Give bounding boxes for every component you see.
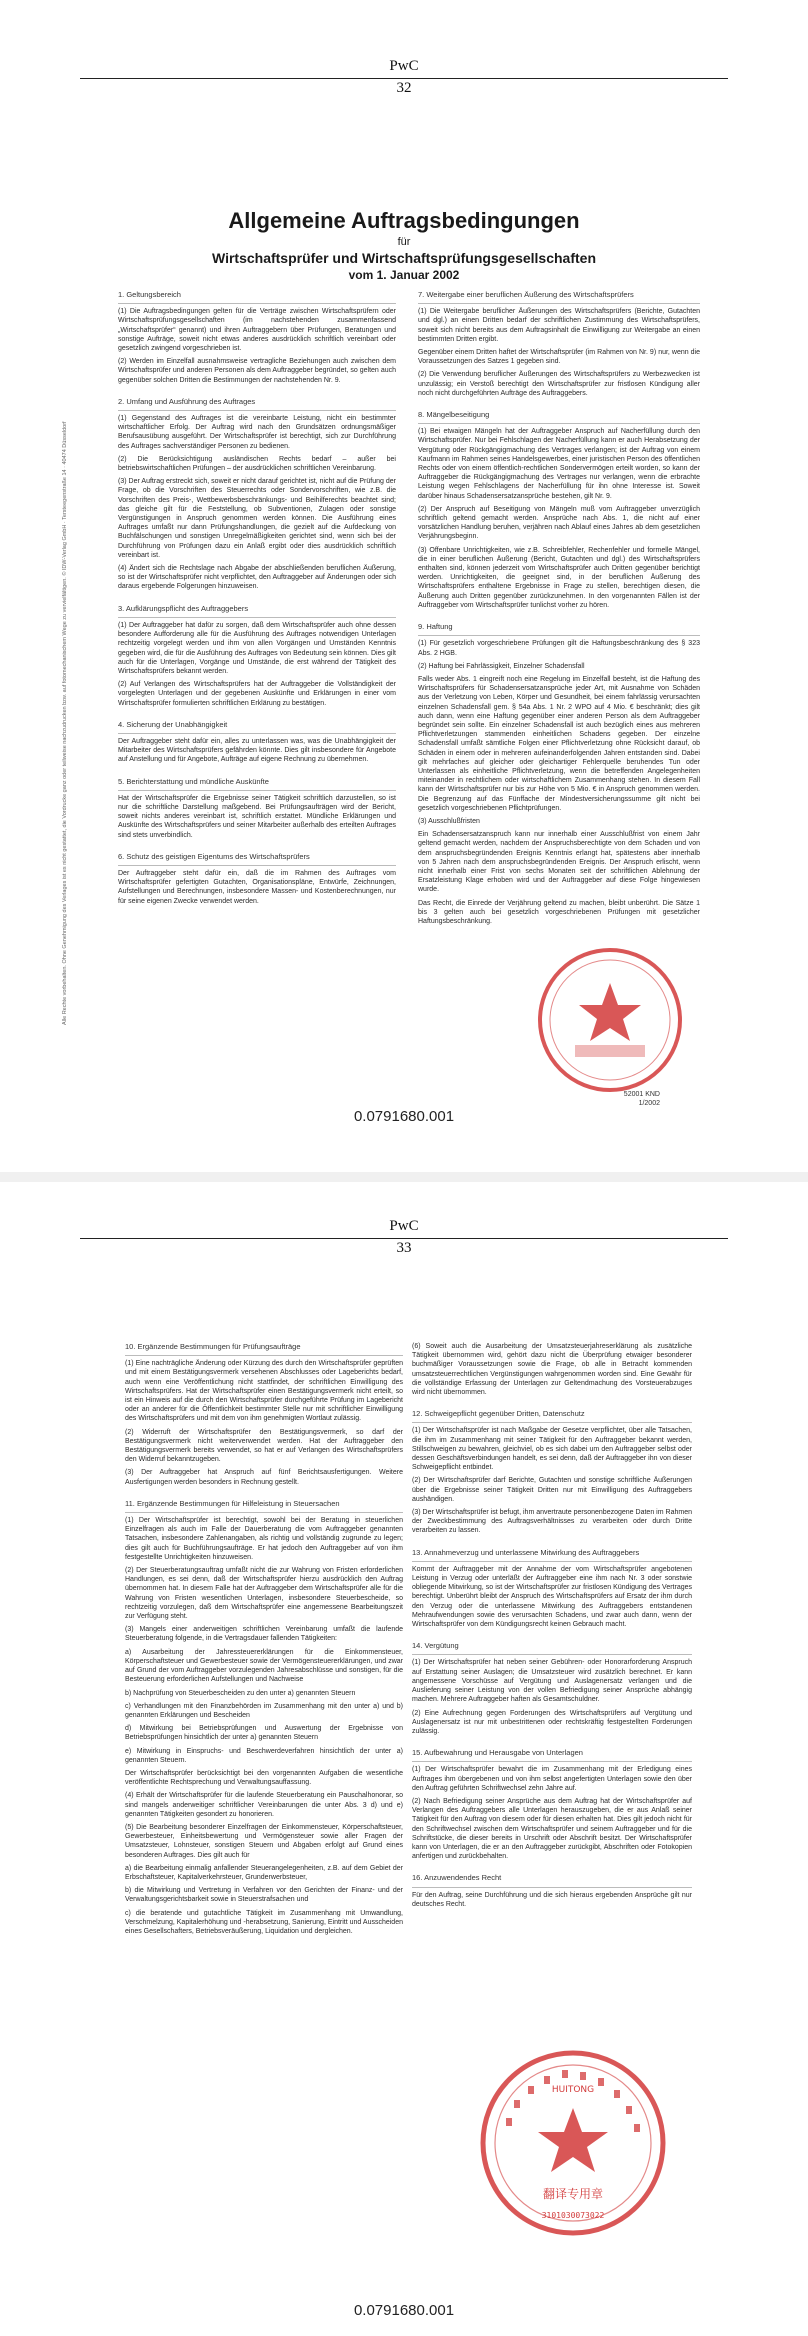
clause-heading: 7. Weitergabe einer beruflichen Äußerung des Wirtschaftsprüfers [418,290,634,299]
brand-header: PwC [389,1218,419,1234]
clause-paragraph: Das Recht, die Einrede der Verjährung geltend zu machen, bleibt unberührt. Die Sätze 1 bis 3 gelten auch bei gesetzlich vorgeschriebenen Prüfungen mit gesetzlicher Haftungsbeschränkung. [418,899,700,925]
clause-heading: 11. Ergänzende Bestimmungen für Hilfeleistung in Steuersachen [125,1498,340,1508]
clause-section [118,397,396,592]
clause-paragraph: (2) Nach Befriedigung seiner Ansprüche aus dem Auftrag hat der Wirtschaftsprüfer auf Verlangen des Auftraggebers alle Unterlagen herauszugeben, die er aus Anlaß seiner Tätigkeit für den Auftrag von diesem oder für diesen erhalten hat. Dies gilt jedoch nicht für den Schriftwechsel zwischen dem Wirtschaftsprüfer und seinem Auftraggeber und für die Schriftstücke, die dieser bereits in Urschrift oder Abschrift besitzt. Der Wirtschaftsprüfer kann von Unterlagen, die er an den Auftraggeber zurückgibt, Abschriften oder Fotokopien anfertigen und zurückbehalten. [412,1797,692,1861]
clause-paragraph: (1) Eine nachträgliche Änderung oder Kürzung des durch den Wirtschaftsprüfer geprüften und mit einem Bestätigungsvermerk versehenen Abschlusses oder Lageberichts bedarf, auch wenn eine Veröffentlichung nicht stattfindet, der schriftlichen Einwilligung des Wirtschaftsprüfers. Hat der Wirtschaftsprüfer einen Bestätigungsvermerk nicht erteilt, so ist ein Hinweis auf die durch den Wirtschaftsprüfer durchgeführte Prüfung im Lagebericht oder an anderer für die Öffentlichkeit bestimmter Stelle nur mit schriftlicher Einwilligung des Wirtschaftsprüfers und mit dem von ihm genehmigten Wortlaut zulässig. [125,1360,403,1423]
clause-paragraph: (1) Der Wirtschaftsprüfer ist berechtigt, sowohl bei der Beratung in steuerlichen Einzelfragen als auch im Falle der Dauerberatung die vom Auftraggeber genannten Tatsachen, insbesondere Zahlenangaben, als richtig und vollständig zugrunde zu legen; dies gilt auch für Buchführungsaufträge. Er hat jedoch den Auftraggeber auf von ihm festgestellte Unrichtigkeiten hinzuweisen. [125,1517,403,1561]
clause-heading: 4. Sicherung der Unabhängigkeit [118,719,228,729]
brand-header: PwC [389,58,419,74]
form-number: 52001 KND [623,1091,660,1098]
clause-section [412,1409,692,1535]
clause-paragraph: Für den Auftrag, seine Durchführung und die sich hieraus ergebenden Ansprüche gilt nur deutsches Recht. [412,1891,692,1908]
left-column [125,1342,403,1948]
header-rule [80,1238,728,1239]
clause-paragraph: b) die Mitwirkung und Vertretung in Verfahren vor den Gerichten der Finanz- und der Verwaltungsgerichtsbarkeit sowie in Steuerstrafsachen und [125,1887,403,1904]
heading-underline [118,410,396,411]
clause-paragraph: (3) Mangels einer anderweitigen schriftlichen Vereinbarung umfaßt die laufende Steuerberatung folgende, in die Vertragsdauer fallenden Tätigkeiten: [125,1626,403,1643]
document-subtitle-for: für [397,236,411,248]
heading-underline [412,1561,692,1562]
clause-section [118,777,396,840]
document-title: Allgemeine Auftragsbedingungen [228,208,580,233]
clause-section [118,852,396,906]
document-footer-id: 0.0791680.001 [353,1108,455,1125]
translation-seal-stamp [535,945,685,1095]
clause-heading: 10. Ergänzende Bestimmungen für Prüfungsaufträge [125,1342,301,1351]
heading-underline [125,1512,403,1513]
heading-underline [412,1887,692,1888]
clause-section [118,720,396,765]
clause-paragraph: (5) Die Bearbeitung besonderer Einzelfragen der Einkommensteuer, Körperschaftsteuer, Gewerbesteuer, Einheitsbewertung und Vermögensteuer sowie aller Fragen der Umsatzsteuer, Lohnsteuer, sonstigen Steuern und Abgaben erfolgt auf Grund eines besonderen Auftrages. Dies gilt auch für [125,1823,403,1859]
clause-section [412,1641,692,1736]
clause-paragraph: Kommt der Auftraggeber mit der Annahme der vom Wirtschaftsprüfer angebotenen Leistung in Verzug oder unterläßt der Auftraggeber eine ihm nach Nr. 3 oder sonstwie obliegende Mitwirkung, so ist der Wirtschaftsprüfer zur fristlosen Kündigung des Vertrages berechtigt. Unberührt bleibt der Anspruch des Wirtschaftsprüfers auf Ersatz der ihm durch den Verzug oder die unterlassene Mitwirkung des Auftraggebers entstandenen Mehraufwendungen sowie des verursachten Schadens, und zwar auch dann, wenn der Wirtschaftsprüfer von dem Kündigungsrecht keinen Gebrauch macht. [412,1565,692,1629]
clause-heading: 13. Annahmeverzug und unterlassene Mitwirkung des Auftraggebers [412,1547,640,1557]
clause-heading: 8. Mängelbeseitigung [418,410,490,420]
clause-paragraph: Falls weder Abs. 1 eingreift noch eine Regelung im Einzelfall besteht, ist die Haftung des Wirtschaftsprüfers für Schadensersatzansprüche jeder Art, mit Ausnahme von Schäden aus der Verletzung von Leben, Körper und Gesundheit, bei einem fahrlässig verursachten einzelnen Schadensfall gem. § 54a Abs. 1 Nr. 2 WPO auf 4 Mio. € beschränkt; dies gilt auch dann, wenn eine Haftung gegenüber einer anderen Person als dem Auftraggeber begründet sein sollte. Ein einzelner Schadensfall ist auch bezüglich eines aus mehreren Pflichtverletzungen stammenden einheitlichen Schadens gegeben. Der einzelne Schadensfall umfaßt sämtliche Folgen einer Pflichtverletzung ohne Rücksicht darauf, ob Schäden in einem oder in mehreren aufeinanderfolgenden Jahren entstanden sind. Dabei gilt mehrfaches auf gleicher oder gleichartiger Fehlerquelle beruhendes Tun oder Unterlassen als einheitliche Pflichtverletzung, wenn die betreffenden Angelegenheiten miteinander in rechtlichem oder wirtschaftlichem Zusammenhang stehen. In diesem Fall kann der Wirtschaftsprüfer nur bis zur Höhe von 5 Mio. € in Anspruch genommen werden. Die Begrenzung auf das Fünffache der Mindestversicherungssumme gilt nicht bei gesetzlich vorgeschriebenen Pflichtprüfungen. [418,675,700,812]
heading-underline [118,790,396,791]
document-date: vom 1. Januar 2002 [348,268,460,282]
clause-paragraph: Ein Schadensersatzanspruch kann nur innerhalb einer Ausschlußfrist von einem Jahr geltend gemacht werden, nachdem der Anspruchsberechtigte von dem Schaden und von dem anspruchsbegründenden Ereignis Kenntnis erlangt hat, spätestens aber innerhalb von 5 Jahren nach dem anspruchsbegründenden Ereignis. Der Anspruch erlischt, wenn nicht innerhalb einer Frist von sechs Monaten seit der schriftlichen Ablehnung der Ersatzleistung Klage erhoben wird und der Auftraggeber auf diese Folge hingewiesen wurde. [418,831,700,894]
clause-section [125,1499,403,1936]
clause-paragraph: a) Ausarbeitung der Jahressteuererklärungen für die Einkommensteuer, Körperschaftsteuer und Gewerbesteuer sowie der Vermögensteuererklärungen, und zwar auf Grund der vom Auftraggeber vorzulegenden Jahresabschlüsse und sonstigen, für die Besteuerung erforderlichen Aufstellungen und Nachweise [125,1648,403,1684]
clause-paragraph: (1) Die Auftragsbedingungen gelten für die Verträge zwischen Wirtschaftsprüfern oder Wirtschaftsprüfungsgesellschaften (im nachstehenden zusammenfassend „Wirtschaftsprüfer“ genannt) und ihren Auftraggebern über Prüfungen, Beratungen und sonstige Aufträge, soweit nicht etwas anderes ausdrücklich schriftlich vereinbart oder gesetzlich zwingend vorgeschrieben ist. [118,308,396,353]
clause-section [118,604,396,708]
clause-paragraph: (2) Der Steuerberatungsauftrag umfaßt nicht die zur Wahrung von Fristen erforderlichen Handlungen, es sei denn, daß der Wirtschaftsprüfer hierzu ausdrücklich den Auftrag übernommen hat. In diesem Falle hat der Auftraggeber dem Wirtschaftsprüfer alle für die Wahrung von Fristen wesentlichen Unterlagen, insbesondere Steuerbescheide, so rechtzeitig vorzulegen, daß dem Wirtschaftsprüfer eine angemessene Bearbeitungszeit zur Verfügung steht. [125,1567,403,1621]
document-footer-id: 0.0791680.001 [353,2302,455,2319]
page-separator [0,1172,808,1182]
seal-number: 3101030073022 [541,2211,605,2220]
clause-paragraph: (2) Der Wirtschaftsprüfer darf Berichte, Gutachten und sonstige schriftliche Äußerungen über die Ergebnisse seiner Tätigkeit Dritten nur mit Einwilligung des Auftraggebers aushändigen. [412,1477,692,1503]
clause-paragraph: a) die Bearbeitung einmalig anfallender Steuerangelegenheiten, z.B. auf dem Gebiet der Erbschaftsteuer, Kapitalverkehrsteuer, Grunderwerbsteuer, [125,1864,403,1881]
document-subtitle: Wirtschaftsprüfer und Wirtschaftsprüfungsgesellschaften [211,250,597,266]
clause-paragraph: (3) Der Auftrag erstreckt sich, soweit er nicht darauf gerichtet ist, nicht auf die Prüfung der Frage, ob die Vorschriften des Steuerrechts oder Sondervorschriften, wie z.B. die Vorschriften des Preis-, Wettbewerbsbeschränkungs- und Beihilferechts beachtet sind; das gleiche gilt für die Feststellung, ob Subventionen, Zulagen oder sonstige Vergünstigungen in Anspruch genommen werden können. Die Ausführung eines Auftrages umfaßt nur dann Prüfungshandlungen, die gezielt auf die Aufdeckung von Buchfälschungen und sonstigen Unregelmäßigkeiten gerichtet sind, wenn sich bei der Durchführung von Prüfungen dazu ein Anlaß ergibt oder dies ausdrücklich schriftlich vereinbart ist. [118,478,396,559]
seal-top-text: HUITONG [551,2085,595,2095]
clause-paragraph: (3) Offenbare Unrichtigkeiten, wie z.B. Schreibfehler, Rechenfehler und formelle Mängel, die in einer beruflichen Äußerung (Bericht, Gutachten und dgl.) des Wirtschaftsprüfers enthalten sind, können jederzeit vom Wirtschaftsprüfer auch Dritten gegenüber berichtigt werden. Unrichtigkeiten, die geeignet sind, in der beruflichen Äußerung des Wirtschaftsprüfers enthaltene Ergebnisse in Frage zu stellen, berechtigen diesen, die Äußerung auch Dritten gegenüber zurückzunehmen. In den vorgenannten Fällen ist der Auftraggeber vom Wirtschaftsprüfer tunlichst vorher zu hören. [418,546,700,609]
clause-paragraph: d) Mitwirkung bei Betriebsprüfungen und Auswertung der Ergebnisse von Betriebsprüfungen hinsichtlich der unter a) genannten Steuern [125,1725,403,1742]
clause-heading: 1. Geltungsbereich [118,290,181,299]
translation-seal-stamp [478,2048,668,2238]
clause-paragraph: (1) Der Auftraggeber hat dafür zu sorgen, daß dem Wirtschaftsprüfer auch ohne dessen besondere Aufforderung alle für die Ausführung des Auftrages notwendigen Unterlagen rechtzeitig vorgelegt werden und ihm von allen Vorgängen und Umständen Kenntnis gegeben wird, die für die Ausführung des Auftrages von Bedeutung sein können. Dies gilt auch für die Unterlagen, Vorgänge und Umstände, die erst während der Tätigkeit des Wirtschaftsprüfers bekannt werden. [118,621,396,675]
heading-underline [412,1422,692,1423]
clause-heading: 9. Haftung [418,622,453,632]
heading-underline [412,1654,692,1655]
page-number: 33 [396,1240,412,1256]
right-column [418,290,700,938]
clause-section [412,1873,692,1909]
heading-underline [118,733,396,734]
clause-paragraph: (3) Ausschlußfristen [418,817,480,825]
clause-paragraph: Der Auftraggeber steht dafür ein, daß die im Rahmen des Auftrages vom Wirtschaftsprüfer gefertigten Gutachten, Organisationspläne, Entwürfe, Zeichnungen, Aufstellungen und Berechnungen, insbesondere Massen- und Kostenberechnungen, nur für seine eigenen Zwecke verwendet werden. [118,869,396,905]
clause-section [418,410,700,610]
heading-underline [118,617,396,618]
clause-paragraph: Gegenüber einem Dritten haftet der Wirtschaftsprüfer (im Rahmen von Nr. 9) nur, wenn die Voraussetzungen des Satzes 1 gegeben sind. [418,349,700,366]
clause-heading: 14. Vergütung [412,1641,459,1651]
clause-section [125,1342,403,1487]
clause-heading: 2. Umfang und Ausführung des Auftrages [118,396,256,406]
clause-heading: 5. Berichterstattung und mündliche Auskünfte [118,776,269,786]
form-code [624,1090,660,1108]
clause-section [412,1548,692,1630]
clause-heading: 3. Aufklärungspflicht des Auftraggebers [118,603,249,613]
clause-paragraph: (3) Der Auftraggeber hat Anspruch auf fünf Berichtsausfertigungen. Weitere Ausfertigungen werden besonders in Rechnung gestellt. [125,1469,403,1486]
heading-underline [118,865,396,866]
clause-paragraph: (2) Eine Aufrechnung gegen Forderungen des Wirtschaftsprüfers auf Vergütung und Auslagenersatz ist nur mit unbestrittenen oder rechtskräftig festgestellten Forderungen zulässig. [412,1709,692,1735]
clause-paragraph: (2) Die Berücksichtigung ausländischen Rechts bedarf – außer bei betriebswirtschaftlichen Prüfungen – der ausdrücklichen schriftlichen Vereinbarung. [118,455,396,473]
form-date: 1/2002 [638,1100,660,1107]
seal-center-text: 翻译专用章 [542,2187,604,2201]
heading-underline [418,423,700,424]
seal-graphic [478,2048,668,2238]
clause-heading: 16. Anzuwendendes Recht [412,1873,502,1883]
clause-heading: 15. Aufbewahrung und Herausgabe von Unterlagen [412,1748,583,1758]
clause-paragraph: (2) Auf Verlangen des Wirtschaftsprüfers hat der Auftraggeber die Vollständigkeit der vorgelegten Unterlagen und der gegebenen Auskünfte und Erklärungen in einer vom Wirtschaftsprüfer formulierten schriftlichen Erklärung zu bestätigen. [118,681,396,707]
copyright-side-note: Alle Rechte vorbehalten. Ohne Genehmigung des Verlages ist es nicht gestattet, die Vordrucke ganz oder teilweise nachzudrucken bzw. auf fotomechanischem Wege zu vervielfältigen. © IDW-Verlag GmbH · Tersteegenstraße 14 · 40474 Düsseldorf [62,421,68,1025]
clause-paragraph: (1) Gegenstand des Auftrages ist die vereinbarte Leistung, nicht ein bestimmter wirtschaftlicher Erfolg. Der Auftrag wird nach den Grundsätzen ordnungsmäßiger Berufsausübung ausgeführt. Der Wirtschaftsprüfer ist berechtigt, sich zur Durchführung des Auftrages sachverständiger Personen zu bedienen. [118,415,396,450]
clause-paragraph: (1) Der Wirtschaftsprüfer bewahrt die im Zusammenhang mit der Erledigung eines Auftrages ihm übergebenen und von ihm selbst angefertigten Unterlagen sowie den über den Auftrag geführten Schriftwechsel zehn Jahre auf. [412,1766,692,1792]
clause-paragraph: b) Nachprüfung von Steuerbescheiden zu den unter a) genannten Steuern [125,1689,356,1697]
clause-paragraph: (4) Ändert sich die Rechtslage nach Abgabe der abschließenden beruflichen Äußerung, so ist der Wirtschaftsprüfer nicht verpflichtet, den Auftraggeber auf Änderungen oder sich daraus ergebende Folgerungen hinzuweisen. [118,565,396,591]
clause-paragraph: (1) Der Wirtschaftsprüfer ist nach Maßgabe der Gesetze verpflichtet, über alle Tatsachen, die ihm im Zusammenhang mit seiner Tätigkeit für den Auftraggeber bekannt werden, Stillschweigen zu bewahren, gleichviel, ob es sich dabei um den Auftraggeber selbst oder dessen Geschäftsverbindungen handelt, es sei denn, daß der Auftraggeber ihn von dieser Schweigepflicht entbindet. [412,1427,692,1472]
clause-heading: 12. Schweigepflicht gegenüber Dritten, Datenschutz [412,1409,585,1419]
clause-paragraph: c) Verhandlungen mit den Finanzbehörden im Zusammenhang mit den unter a) und b) genannten Erklärungen und Bescheiden [125,1702,403,1719]
clause-paragraph: Hat der Wirtschaftsprüfer die Ergebnisse seiner Tätigkeit schriftlich darzustellen, so ist nur die schriftliche Darstellung maßgebend. Bei Prüfungsaufträgen wird der Bericht, soweit nichts anderes vereinbart ist, schriftlich erstattet. Mündliche Erklärungen und Auskünfte des Wirtschaftsprüfers und seiner Mitarbeiter außerhalb des erteilten Auftrages sind stets unverbindlich. [118,794,396,839]
clause-paragraph: e) Mitwirkung in Einspruchs- und Beschwerdeverfahren hinsichtlich der unter a) genannten Steuern. [125,1747,403,1764]
clause-section [412,1342,692,1397]
clause-paragraph: (2) Widerruft der Wirtschaftsprüfer den Bestätigungsvermerk, so darf der Bestätigungsvermerk nicht weiterverwendet werden. Hat der Auftraggeber den Bestätigungsvermerk bereits verwendet, so hat er auf Verlangen des Wirtschaftsprüfers den Widerruf bekanntzugeben. [125,1428,403,1464]
left-column [118,290,396,918]
clause-paragraph: (1) Bei etwaigen Mängeln hat der Auftraggeber Anspruch auf Nacherfüllung durch den Wirtschaftsprüfer. Nur bei Fehlschlagen der Nacherfüllung kann er auch Herabsetzung der Vergütung oder Rückgängigmachung des Vertrages verlangen; ist der Auftrag von einem Kaufmann im Rahmen seines Handelsgewerbes, einer juristischen Person des öffentlichen Rechts oder von einem öffentlich-rechtlichen Sondervermögen erteilt worden, so kann der Auftraggeber die Rückgängigmachung des Vertrages nur verlangen, wenn die erbrachte Leistung wegen Fehlschlagens der Nacherfüllung für ihn ohne Interesse ist. Soweit darüber hinaus Schadensersatzansprüche bestehen, gilt Nr. 9. [418,428,700,500]
clause-section [118,290,396,385]
clause-paragraph: Der Wirtschaftsprüfer berücksichtigt bei den vorgenannten Aufgaben die wesentliche veröffentlichte Rechtsprechung und Verwaltungsauffassung. [125,1769,403,1787]
seal-graphic [535,945,685,1095]
heading-underline [418,303,700,304]
header-rule [80,78,728,79]
clause-paragraph: (2) Werden im Einzelfall ausnahmsweise vertragliche Beziehungen auch zwischen dem Wirtschaftsprüfer und anderen Personen als dem Auftraggeber begründet, so gelten auch gegenüber solchen Dritten die Bestimmungen der nachstehenden Nr. 9. [118,358,396,384]
page-number: 32 [396,80,412,96]
clause-paragraph: (4) Erhält der Wirtschaftsprüfer für die laufende Steuerberatung ein Pauschalhonorar, so sind mangels anderweitiger schriftlicher Vereinbarungen die unter Abs. 3 d) und e) genannten Tätigkeiten gesondert zu honorieren. [125,1792,403,1818]
clause-paragraph: (2) Der Anspruch auf Beseitigung von Mängeln muß vom Auftraggeber unverzüglich schriftlich geltend gemacht werden. Ansprüche nach Abs. 1, die nicht auf einer vorsätzlichen Handlung beruhen, verjähren nach Ablauf eines Jahres ab dem gesetzlichen Verjährungsbeginn. [418,505,700,541]
clause-paragraph: (6) Soweit auch die Ausarbeitung der Umsatzsteuerjahreserklärung als zusätzliche Tätigkeit übernommen wird, gehört dazu nicht die Überprüfung etwaiger besonderer buchmäßiger Voraussetzungen sowie die Frage, ob alle in Betracht kommenden umsatzsteuerrechtlichen Vergünstigungen wahrgenommen worden sind. Eine Gewähr für die vollständige Erfassung der Unterlagen zur Geltendmachung des Vorsteuerabzuges wird nicht übernommen. [412,1343,692,1397]
heading-underline [412,1761,692,1762]
heading-underline [418,635,700,636]
clause-section [418,622,700,926]
clause-section [418,290,700,398]
clause-paragraph: (1) Der Wirtschaftsprüfer hat neben seiner Gebühren- oder Honorarforderung Anspruch auf Erstattung seiner Auslagen; die Umsatzsteuer wird zusätzlich berechnet. Er kann angemessene Vorschüsse auf Vergütung und Auslagenersatz verlangen und die Auslieferung seiner Leistung von der vollen Befriedigung seiner Ansprüche abhängig machen. Mehrere Auftraggeber haften als Gesamtschuldner. [412,1659,692,1704]
right-column [412,1342,692,1921]
clause-heading: 6. Schutz des geistigen Eigentums des Wirtschaftsprüfers [118,851,310,861]
clause-paragraph: (3) Der Wirtschaftsprüfer ist befugt, ihm anvertraute personenbezogene Daten im Rahmen der Zweckbestimmung des Auftragsverhältnisses zu verarbeiten oder durch Dritte verarbeiten zu lassen. [412,1509,692,1535]
clause-paragraph: c) die beratende und gutachtliche Tätigkeit im Zusammenhang mit Umwandlung, Verschmelzung, Kapitalerhöhung und -herabsetzung, Sanierung, Eintritt und Ausscheiden eines Gesellschafters, Betriebsveräußerung, Liquidation und dergleichen. [125,1909,403,1935]
clause-paragraph: (1) Für gesetzlich vorgeschriebene Prüfungen gilt die Haftungsbeschränkung des § 323 Abs. 2 HGB. [418,640,700,657]
heading-underline [118,303,396,304]
clause-paragraph: (2) Die Verwendung beruflicher Äußerungen des Wirtschaftsprüfers zu Werbezwecken ist unzulässig; ein Verstoß berechtigt den Wirtschaftsprüfer zur fristlosen Kündigung aller noch nicht durchgeführten Aufträge des Auftraggebers. [418,371,700,397]
heading-underline [125,1355,403,1356]
clause-paragraph: Der Auftraggeber steht dafür ein, alles zu unterlassen was, was die Unabhängigkeit der Mitarbeiter des Wirtschaftsprüfers gefährden könnte. Dies gilt insbesondere für Angebote auf Anstellung und für Angebote, Aufträge auf eigene Rechnung zu übernehmen. [118,737,396,764]
clause-paragraph: (2) Haftung bei Fahrlässigkeit, Einzelner Schadensfall [418,662,585,670]
clause-section [412,1748,692,1861]
document-page-33 [0,1182,808,2336]
clause-paragraph: (1) Die Weitergabe beruflicher Äußerungen des Wirtschaftsprüfers (Berichte, Gutachten und dgl.) an einen Dritten bedarf der schriftlichen Zustimmung des Wirtschaftsprüfers, soweit sich nicht bereits aus dem Auftragsinhalt die Einwilligung zur Weitergabe an einen bestimmten Dritten ergibt. [418,308,700,343]
